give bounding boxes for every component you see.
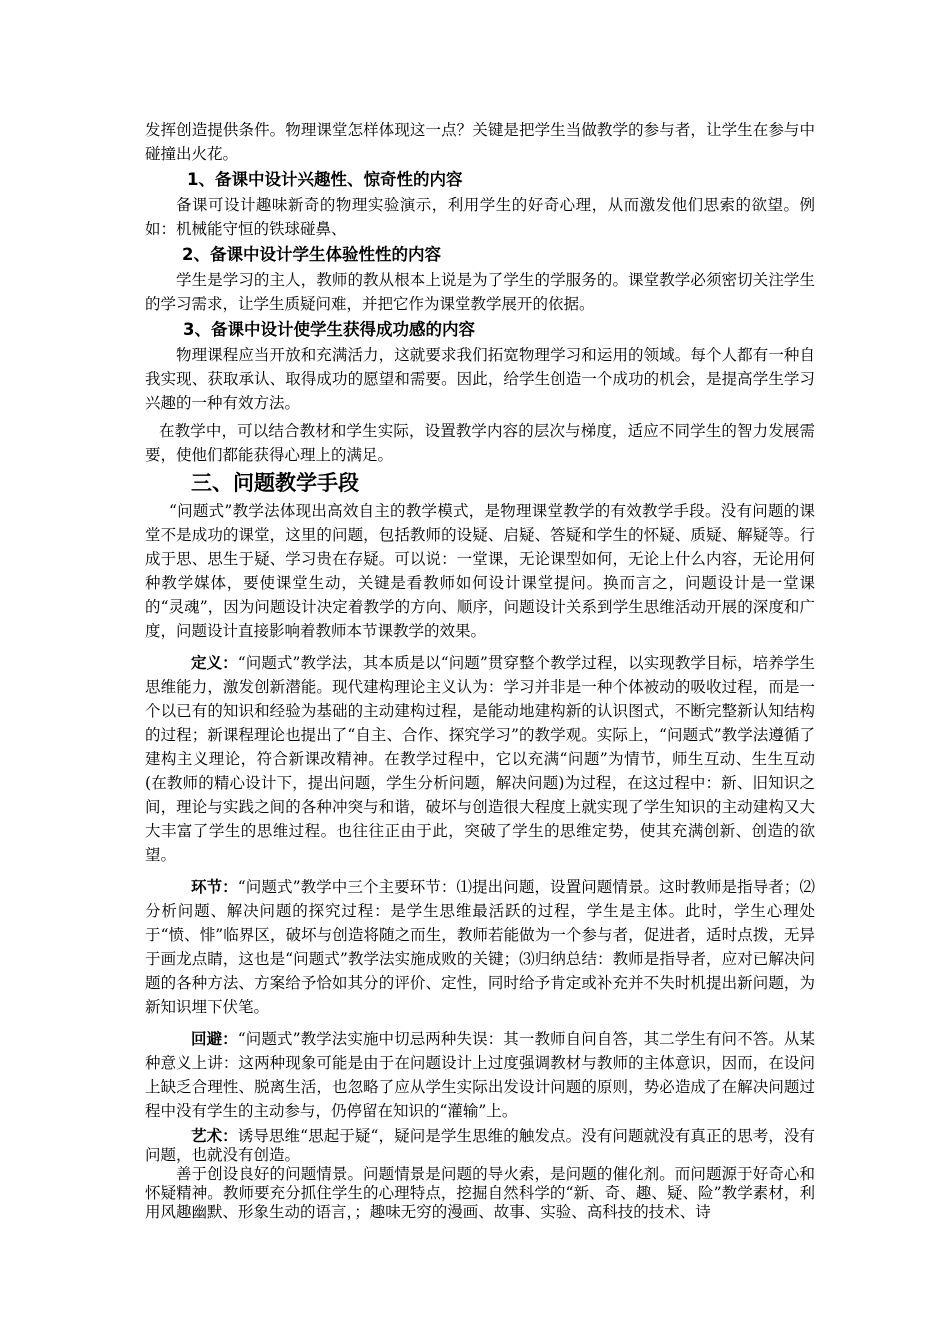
definition-paragraph [145,651,815,867]
steps-paragraph [145,875,815,1019]
art-paragraph [145,1127,815,1165]
steps-text: “问题式”教学中三个主要环节：⑴提出问题，设置问题情景。这时教师是指导者；⑵分析问题、解决问题的探究过程：是学生思维最活跃的过程，学生是主体。此时，学生心理处于“愤、悱”临界区，破坏与创造将随之而生，教师若能做为一个参与者，促进者，适时点拨，无异于画龙点睛，这也是“问题式”教学法实施成败的关键；⑶归纳总结：教师是指导者，应对已解决问题的各种方法、方案给予恰如其分的评价、定性，同时给予肯定或补充并不失时机提出新问题，为新知识埋下伏笔。 [145,878,815,1016]
section3-heading: 3、备课中设计使学生获得成功感的内容 [183,320,475,339]
avoid-text: “问题式”教学法实施中切忌两种失误：其一教师自问自答，其二学生有问不答。从某种意义上讲：这两种现象可能是由于在问题设计上过度强调教材与教师的主体意识，因而，在设问上缺乏合理性、脱离生活，也忽略了应从学生实际出发设计问题的原则，势必造成了在解决问题过程中没有学生的主动参与，仍停留在知识的“灌输”上。 [145,1030,815,1120]
definition-text: “问题式”教学法，其本质是以“问题”贯穿整个教学过程，以实现教学目标，培养学生思维能力，激发创新潜能。现代建构理论主义认为：学习并非是一种个体被动的吸收过程，而是一个以已有的知识和经验为基础的主动建构过程，是能动地建构新的认识图式，不断完整新认知结构的过程；新课程理论也提出了“自主、合作、探究学习”的教学观。实际上，“问题式”教学法遵循了建构主义理论，符合新课改精神。在教学过程中，它以充满“问题”为情节，师生互动、生生互动(在教师的精心设计下，提出问题，学生分析问题，解决问题)为过程，在这过程中：新、旧知识之间，理论与实践之间的各种冲突与和谐，破坏与创造很大程度上就实现了学生知识的主动建构又大大丰富了学生的思维过程。也往往正由于此，突破了学生的思维定势，使其充满创新、创造的欲望。 [145,654,815,864]
art-label: 艺术： [191,1127,238,1145]
definition-label: 定义： [191,654,238,672]
section1-heading: 1、备课中设计兴趣性、惊奇性的内容 [187,170,463,189]
document-page [145,118,815,1222]
section2-heading: 2、备课中设计学生体验性性的内容 [182,245,441,264]
avoid-paragraph [145,1027,815,1123]
section2-paragraph: 学生是学习的主人，教师的教从根本上说是为了学生的学服务的。课堂教学必须密切关注学生的学习需求，让学生质疑问难，并把它作为课堂教学展开的依据。 [145,271,815,313]
section3-paragraph-2: 在教学中，可以结合教材和学生实际，设置教学内容的层次与梯度，适应不同学生的智力发展需要，使他们都能获得心理上的满足。 [145,422,815,464]
section3-paragraph-1: 物理课程应当开放和充满活力，这就要求我们拓宽物理学习和运用的领域。每个人都有一种自我实现、获取承认、取得成功的愿望和需要。因此，给学生创造一个成功的机会，是提高学生学习兴趣的一种有效方法。 [145,346,815,412]
last-paragraph: 善于创设良好的问题情景。问题情景是问题的导火索，是问题的催化剂。而问题源于好奇心和怀疑精神。教师要充分抓住学生的心理特点，挖掘自然科学的“新、奇、趣、疑、险”教学素材，利用风趣幽默、形象生动的语言，；趣味无穷的漫画、故事、实验、高科技的技术、诗 [145,1165,815,1221]
part3-paragraph: “问题式”教学法体现出高效自主的教学模式，是物理课堂教学的有效教学手段。没有问题的课堂不是成功的课堂，这里的问题，包括教师的设疑、启疑、答疑和学生的怀疑、质疑、解疑等。行成于思、思生于疑、学习贵在存疑。可以说：一堂课，无论课型如何，无论上什么内容，无论用何种教学媒体，要使课堂生动，关键是看教师如何设计课堂提问。换而言之，问题设计是一堂课的“灵魂”，因为问题设计决定着教学的方向、顺序，问题设计关系到学生思维活动开展的深度和广度，问题设计直接影响着教师本节课教学的效果。 [145,502,815,640]
part3-heading: 三、问题教学手段 [191,471,359,495]
art-text: 诱导思维“思起于疑“，疑问是学生思维的触发点。没有问题就没有真正的思考，没有问题，也就没有创造。 [145,1127,815,1164]
avoid-label: 回避： [191,1030,238,1048]
section1-paragraph: 备课可设计趣味新奇的物理实验演示，利用学生的好奇心理，从而激发他们思索的欲望。例如：机械能守恒的铁球碰鼻、 [145,196,815,238]
intro-paragraph: 发挥创造提供条件。物理课堂怎样体现这一点？关键是把学生当做教学的参与者，让学生在参与中碰撞出火花。 [145,121,815,163]
steps-label: 环节： [191,878,238,896]
